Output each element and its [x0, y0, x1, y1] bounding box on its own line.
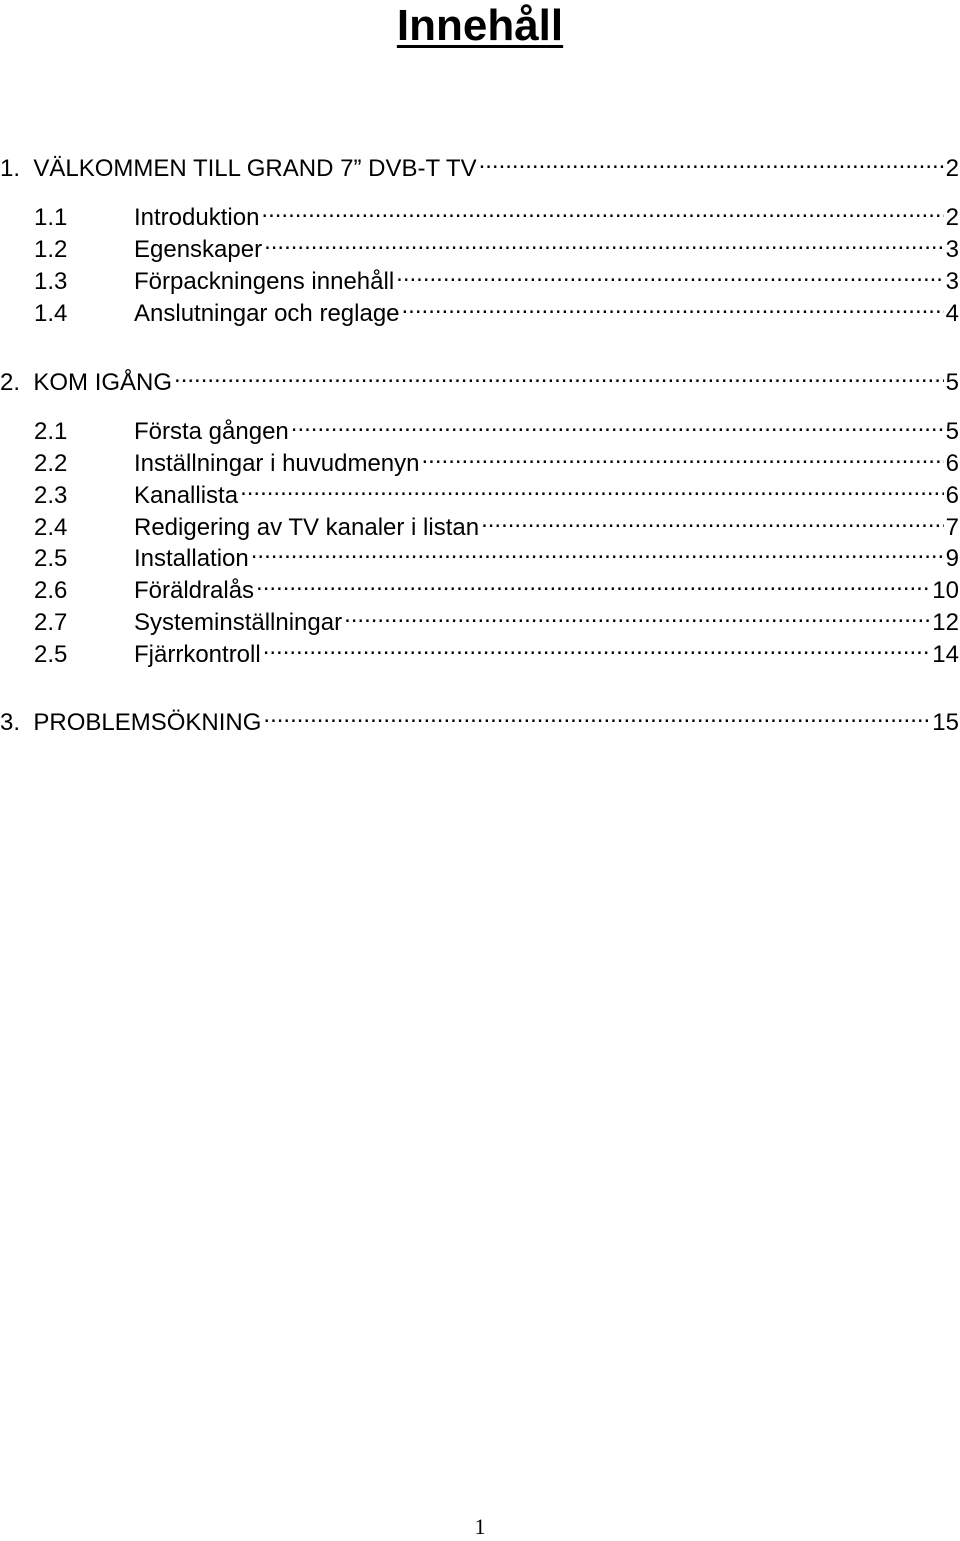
toc-entry-2-3[interactable] — [0, 473, 960, 509]
toc-entry-title: Föräldralås — [134, 577, 255, 604]
toc-entry-number: 2.5 — [34, 545, 68, 572]
toc-entry-2-4[interactable] — [0, 505, 960, 541]
toc-entry-title: Förpackningens innehåll — [134, 268, 395, 295]
toc-entry-title: Inställningar i huvudmenyn — [134, 450, 420, 477]
toc-dot-leader — [261, 195, 943, 225]
toc-entry-page: 2 — [945, 204, 959, 231]
toc-dot-leader — [256, 568, 930, 598]
toc-entry-title: KOM IGÅNG — [33, 369, 173, 396]
toc-entry-title: Installation — [134, 545, 249, 572]
toc-dot-leader — [240, 473, 944, 503]
toc-entry-title: VÄLKOMMEN TILL GRAND 7” DVB-T TV — [33, 155, 477, 182]
toc-entry-title: Egenskaper — [134, 236, 263, 263]
toc-entry-page: 10 — [932, 577, 959, 604]
toc-dot-leader — [481, 505, 944, 535]
toc-entry-page: 14 — [932, 641, 959, 668]
toc-entry-page: 12 — [932, 609, 959, 636]
toc-entry-1-1[interactable] — [0, 195, 960, 231]
toc-entry-page: 4 — [945, 300, 959, 327]
toc-entry-2-7[interactable] — [0, 600, 960, 636]
toc-entry-chapter-2[interactable] — [0, 360, 960, 396]
toc-entry-title: Anslutningar och reglage — [134, 300, 400, 327]
toc-entry-page: 9 — [945, 545, 959, 572]
toc-entry-page: 7 — [945, 514, 959, 541]
toc-entry-title: Redigering av TV kanaler i listan — [134, 514, 480, 541]
page-title-text: Innehåll — [396, 1, 564, 50]
toc-entry-title: Fjärrkontroll — [134, 641, 261, 668]
toc-dot-leader — [174, 360, 944, 390]
toc-dot-leader — [402, 291, 944, 321]
toc-entry-page: 2 — [945, 155, 959, 182]
toc-entry-page: 3 — [945, 236, 959, 263]
toc-entry-number: 2.7 — [34, 609, 68, 636]
toc-entry-number: 2.2 — [34, 450, 68, 477]
toc-entry-number: 1.4 — [34, 300, 68, 327]
toc-entry-title: Introduktion — [134, 204, 260, 231]
toc-dot-leader — [422, 441, 944, 471]
toc-entry-page: 3 — [945, 268, 959, 295]
toc-entry-number: 2.4 — [34, 514, 68, 541]
toc-entry-page: 6 — [945, 450, 959, 477]
toc-dot-leader — [479, 146, 944, 176]
toc-entry-number: 2.5 — [34, 641, 68, 668]
toc-dot-leader — [264, 227, 944, 257]
toc-entry-1-4[interactable] — [0, 291, 960, 327]
toc-dot-leader — [263, 700, 930, 730]
toc-dot-leader — [291, 409, 944, 439]
toc-entry-title: Första gången — [134, 418, 289, 445]
toc-entry-number: 1.2 — [34, 236, 68, 263]
toc-dot-leader — [396, 259, 943, 289]
toc-entry-page: 5 — [945, 418, 959, 445]
toc-entry-page: 5 — [945, 369, 959, 396]
toc-entry-page: 6 — [945, 482, 959, 509]
toc-entry-title: PROBLEMSÖKNING — [33, 709, 262, 736]
toc-entry-number: 1.3 — [34, 268, 68, 295]
toc-entry-title: Kanallista — [134, 482, 239, 509]
toc-entry-number: 2. — [0, 369, 27, 396]
toc-entry-number: 2.1 — [34, 418, 68, 445]
toc-entry-page: 15 — [932, 709, 959, 736]
toc-dot-leader — [344, 600, 930, 630]
toc-entry-2-5-remote[interactable] — [0, 632, 960, 668]
toc-entry-2-5[interactable] — [0, 536, 960, 572]
toc-entry-number: 3. — [0, 709, 27, 736]
page-number: 1 — [474, 1514, 486, 1539]
toc-entry-title: Systeminställningar — [134, 609, 343, 636]
toc-entry-number: 1. — [0, 155, 27, 182]
toc-entry-number: 2.3 — [34, 482, 68, 509]
toc-entry-chapter-1[interactable] — [0, 146, 960, 182]
page-title — [0, 0, 960, 52]
toc-entry-number: 1.1 — [34, 204, 68, 231]
toc-entry-2-2[interactable] — [0, 441, 960, 477]
toc-dot-leader — [251, 536, 944, 566]
toc-entry-chapter-3[interactable] — [0, 700, 960, 736]
toc-entry-2-1[interactable] — [0, 409, 960, 445]
toc-entry-1-2[interactable] — [0, 227, 960, 263]
toc-dot-leader — [263, 632, 931, 662]
toc-entry-1-3[interactable] — [0, 259, 960, 295]
toc-entry-2-6[interactable] — [0, 568, 960, 604]
toc-entry-number: 2.6 — [34, 577, 68, 604]
